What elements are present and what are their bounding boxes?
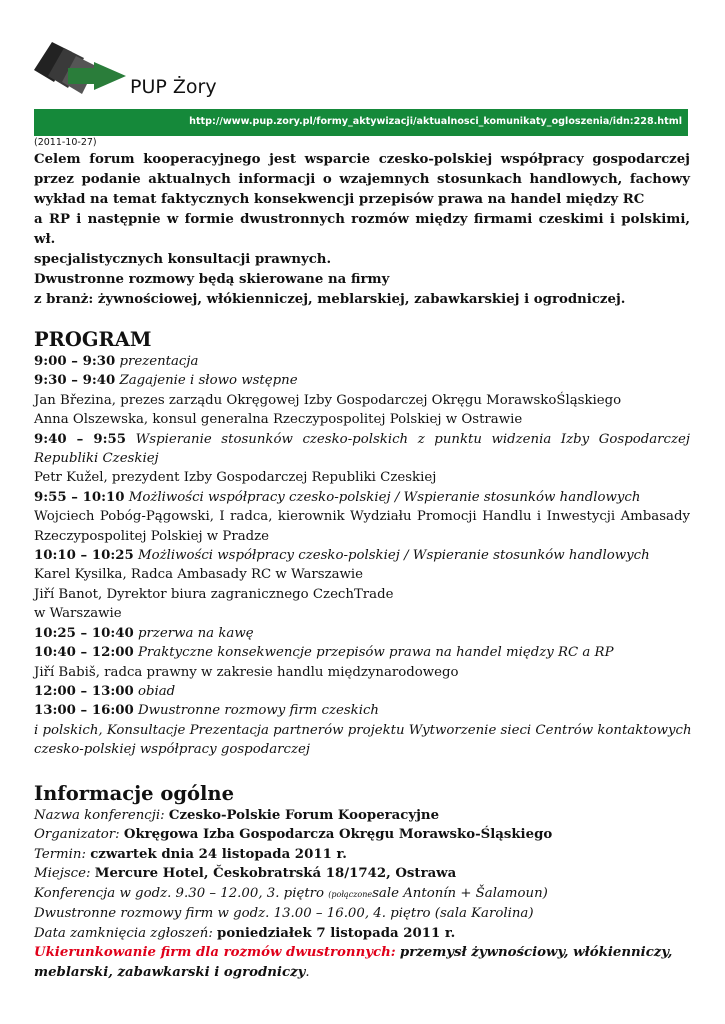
info-value: Mercure Hotel, Českobratrská 18/1742, Ostrawa <box>94 866 457 882</box>
info-organizer <box>34 825 690 845</box>
intro-line: Dwustronne rozmowy będą skierowane na firmy <box>34 272 390 287</box>
info-value: Okręgowa Izba Gospodarcza Okręgu Morawsko-Śląskiego <box>123 827 553 843</box>
program-person: Jan Březina, prezes zarządu Okręgowej Izby Gospodarczej Okręgu MorawskoŚląskiego <box>34 392 622 408</box>
info-deadline <box>34 924 690 944</box>
program-item <box>34 682 690 701</box>
program-person: Rzeczypospolitej Polskiej w Pradze <box>34 528 270 544</box>
program-title-cont: i polskich, Konsultacje Prezentacja partnerów projektu Wytworzenie sieci Centrów kontaktowych <box>34 722 692 738</box>
intro-line: Celem forum kooperacyjnego jest wsparcie czesko-polskiej współpracy gospodarczej <box>34 152 690 167</box>
program-title-cont: Republiki Czeskiej <box>34 451 159 467</box>
article-content <box>34 136 690 982</box>
info-label: Organizator: <box>34 827 120 843</box>
program-person: Karel Kysilka, Radca Ambasady RC w Warszawie <box>34 567 364 583</box>
program-time: 9:00 – 9:30 <box>34 354 116 369</box>
program-person: Jiří Babiš, radca prawny w zakresie handlu międzynarodowego <box>34 664 459 680</box>
info-focus-value: przemysł żywnościowy, włókienniczy, <box>399 945 673 961</box>
info-small-note: (połączone <box>328 889 373 899</box>
program-title: przerwa na kawę <box>137 625 254 641</box>
info-date <box>34 845 690 865</box>
intro-line: przez podanie aktualnych informacji o wzajemnych stosunkach handlowych, fachowy <box>34 172 690 187</box>
program-title: prezentacja <box>119 354 199 369</box>
program-title: Możliwości współpracy czesko-polskiej / Wspieranie stosunków handlowych <box>128 489 641 505</box>
program-time: 9:55 – 10:10 <box>34 489 125 505</box>
info-value: poniedziałek 7 listopada 2011 r. <box>217 925 456 941</box>
logo-cards-arrow-icon <box>34 42 130 104</box>
intro-line: specjalistycznych konsultacji prawnych. <box>34 252 332 267</box>
program-title: Praktyczne konsekwencje przepisów prawa na handel między RC a RP <box>137 645 614 661</box>
program-person: Petr Kužel, prezydent Izby Gospodarczej Republiki Czeskiej <box>34 470 437 486</box>
info-label: Termin: <box>34 846 86 862</box>
program-title: Dwustronne rozmowy firm czeskich <box>137 703 379 719</box>
info-focus <box>34 943 690 963</box>
program-item <box>34 371 690 390</box>
program-item <box>34 546 690 565</box>
info-conference <box>34 806 690 826</box>
info-value: czwartek dnia 24 listopada 2011 r. <box>90 846 347 862</box>
program-time: 9:30 – 9:40 <box>34 373 116 389</box>
intro-line: z branż: żywnościowej, włókienniczej, meblarskiej, zabawkarskiej i ogrodniczej. <box>34 292 626 307</box>
program-item <box>34 488 690 507</box>
intro-line: a RP i następnie w formie dwustronnych rozmów między firmami czeskimi i polskimi, wł. <box>34 212 690 247</box>
program-time: 13:00 – 16:00 <box>34 703 134 719</box>
publication-date: (2011-10-27) <box>34 137 97 148</box>
program-time: 9:40 – 9:55 <box>34 431 126 447</box>
page-url-link[interactable]: http://www.pup.zory.pl/formy_aktywizacji/aktualnosci_komunikaty_ogloszenia/idn:228.html <box>189 116 682 127</box>
program-time: 10:25 – 10:40 <box>34 625 134 641</box>
intro-line: wykład na temat faktycznych konsekwencji przepisów prawa na handel między RC <box>34 192 645 207</box>
info-label: Nazwa konferencji: <box>34 807 165 823</box>
program-heading: PROGRAM <box>34 328 152 351</box>
program-item <box>34 701 690 720</box>
program-time: 10:10 – 10:25 <box>34 548 134 564</box>
program-item <box>34 624 690 643</box>
info-conference-hours: Konferencja w godz. 9.30 – 12.00, 3. piętro (połączonesale Antonín + Šalamoun) <box>34 885 548 901</box>
program-title: Zagajenie i słowo wstępne <box>119 373 298 389</box>
info-talks-hours: Dwustronne rozmowy firm w godz. 13.00 – 16.00, 4. piętro (sala Karolina) <box>34 906 534 922</box>
info-heading: Informacje ogólne <box>34 781 234 805</box>
program-item <box>34 352 690 371</box>
program-list <box>34 352 690 760</box>
program-title: Wspieranie stosunków czesko-polskich z punktu widzenia Izby Gospodarczej <box>135 431 690 447</box>
intro-paragraph <box>34 150 690 310</box>
logo-text: PUP Żory <box>130 76 217 98</box>
info-value: Czesko-Polskie Forum Kooperacyjne <box>168 807 440 823</box>
program-item <box>34 430 690 449</box>
pup-logo[interactable] <box>34 42 224 104</box>
info-list <box>34 806 690 983</box>
program-time: 12:00 – 13:00 <box>34 683 134 699</box>
program-person: Wojciech Pobóg-Pągowski, I radca, kierownik Wydziału Promocji Handlu i Inwestycji Ambasady <box>34 509 690 525</box>
program-title: Możliwości współpracy czesko-polskiej / Wspieranie stosunków handlowych <box>137 548 650 564</box>
info-label: Miejsce: <box>34 866 91 882</box>
program-time: 10:40 – 12:00 <box>34 645 134 661</box>
info-place <box>34 864 690 884</box>
program-title: obiad <box>137 683 176 699</box>
program-item <box>34 643 690 662</box>
info-focus-cont: meblarski, zabawkarski i ogrodniczy. <box>34 964 310 980</box>
info-focus-label: Ukierunkowanie firm dla rozmów dwustronnych: <box>34 945 396 961</box>
program-person: w Warszawie <box>34 606 122 622</box>
program-title-cont: czesko-polskiej współpracy gospodarczej <box>34 742 310 758</box>
header-bar <box>34 109 688 136</box>
program-person: Anna Olszewska, konsul generalna Rzeczypospolitej Polskiej w Ostrawie <box>34 412 523 428</box>
info-label: Data zamknięcia zgłoszeń: <box>34 925 213 941</box>
program-person: Jiří Banot, Dyrektor biura zagranicznego CzechTrade <box>34 586 394 602</box>
